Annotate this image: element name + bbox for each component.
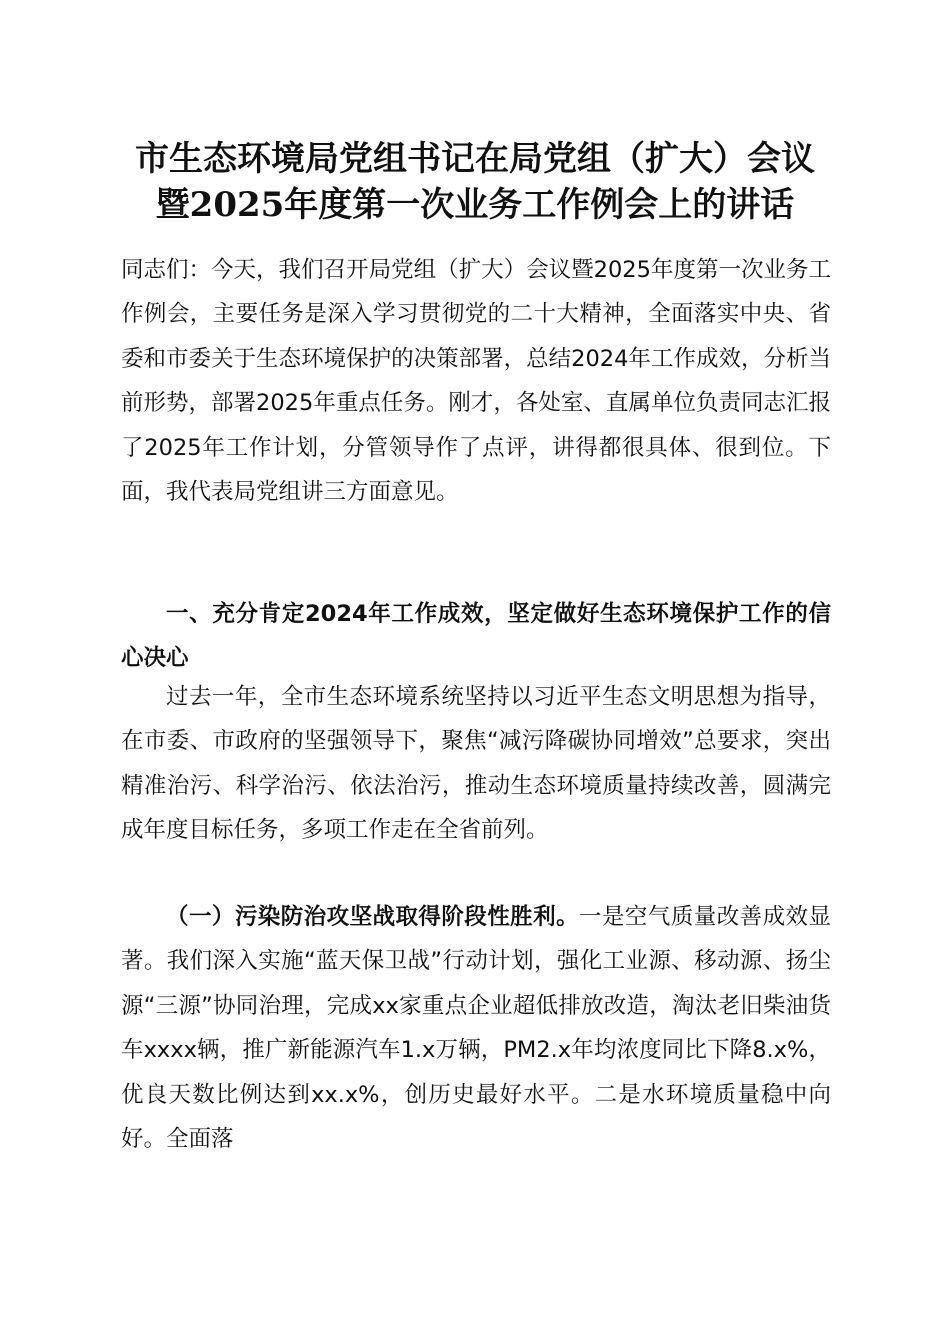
subheading-1: （一）污染防治攻坚战取得阶段性胜利。 — [166, 904, 580, 930]
body-paragraph-1: 过去一年，全市生态环境系统坚持以习近平生态文明思想为指导，在市委、市政府的坚强领导下，聚焦“减污降碳协同增效”总要求，突出精准治污、科学治污、依法治污，推动生态环境质量持续改善，圆满完成年度目标任务，多项工作走在全省前列。 — [121, 684, 831, 844]
body-paragraph-2-text: 一是空气质量改善成效显著。我们深入实施“蓝天保卫战”行动计划，强化工业源、移动源、扬尘源“三源”协同治理，完成xx家重点企业超低排放改造，淘汰老旧柴油货车xxxx辆，推广新能源汽车1.x万辆，PM2.x年均浓度同比下降8.x%，优良天数比例达到xx.x%，创历史最好水平。二是水环境质量稳中向好。全面落 — [121, 904, 831, 1153]
body-paragraph-2 — [121, 895, 831, 1161]
intro-paragraph: 同志们：今天，我们召开局党组（扩大）会议暨2025年度第一次业务工作例会，主要任务是深入学习贯彻党的二十大精神，全面落实中央、省委和市委关于生态环境保护的决策部署，总结2024年工作成效，分析当前形势，部署2025年重点任务。刚才，各处室、直属单位负责同志汇报了2025年工作计划，分管领导作了点评，讲得都很具体、很到位。下面，我代表局党组讲三方面意见。 — [121, 257, 831, 506]
document-title-line-2: 暨2025年度第一次业务工作例会上的讲话 — [155, 185, 795, 225]
document-title-line-1: 市生态环境局党组书记在局党组（扩大）会议 — [135, 139, 815, 179]
section-heading-1: 一、充分肯定2024年工作成效，坚定做好生态环境保护工作的信心决心 — [121, 601, 831, 672]
